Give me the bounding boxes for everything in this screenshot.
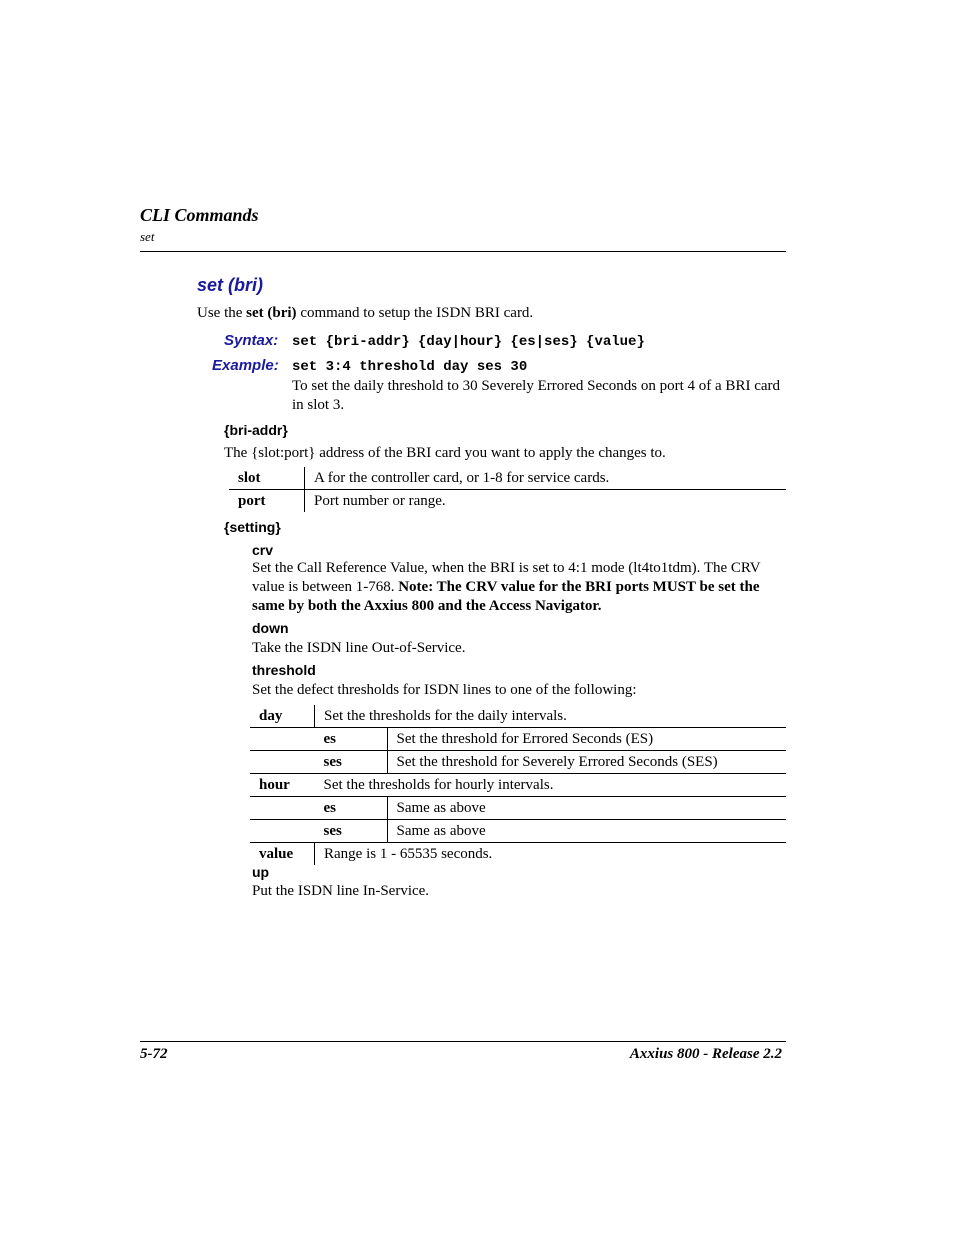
row-value: A for the controller card, or 1-8 for service cards.	[305, 467, 787, 490]
section-title: set (bri)	[197, 275, 264, 295]
intro-command: set (bri)	[246, 305, 297, 321]
table-row	[229, 467, 786, 490]
bri-addr-description: The {slot:port} address of the BRI card you want to apply the changes to.	[224, 445, 666, 461]
running-header-title: CLI Commands	[140, 205, 259, 225]
row-value: Set the threshold for Severely Errored Seconds (SES)	[387, 751, 786, 774]
row-value: Set the thresholds for hourly intervals.	[315, 774, 787, 797]
crv-line3: same by both the Axxius 800 and the Access Navigator.	[252, 598, 602, 614]
table-row	[250, 774, 786, 797]
table-row	[229, 490, 786, 513]
crv-heading: crv	[252, 542, 274, 558]
row-key: hour	[250, 774, 315, 797]
bri-addr-table	[229, 467, 786, 512]
row-sub: ses	[315, 751, 388, 774]
row-key: slot	[238, 469, 261, 486]
crv-line2	[252, 578, 760, 597]
row-value: Set the thresholds for the daily intervals.	[315, 705, 787, 728]
example-label: Example:	[212, 357, 279, 374]
row-key: day	[259, 707, 283, 724]
footer-product: Axxius 800 - Release 2.2	[629, 1046, 782, 1062]
row-sub: ses	[315, 820, 388, 843]
crv-note: Note: The CRV value for the BRI ports MUST be set the	[398, 579, 760, 595]
row-value: Same as above	[387, 797, 786, 820]
table-row	[250, 751, 786, 774]
crv-line1: Set the Call Reference Value, when the BRI is set to 4:1 mode (lt4to1tdm). The CRV	[252, 560, 761, 576]
table-row	[250, 728, 786, 751]
header-rule	[140, 251, 786, 252]
example-description-line1: To set the daily threshold to 30 Severely Errored Seconds on port 4 of a BRI card	[292, 378, 780, 394]
up-text: Put the ISDN line In-Service.	[252, 883, 430, 899]
row-value: Same as above	[387, 820, 786, 843]
row-sub: es	[315, 797, 388, 820]
threshold-heading: threshold	[252, 662, 316, 678]
up-heading: up	[252, 864, 270, 880]
row-value: Port number or range.	[305, 490, 787, 513]
table-row	[250, 820, 786, 843]
setting-heading: {setting}	[224, 519, 281, 535]
table-row	[250, 843, 786, 866]
crv-line2-plain: value is between 1-768.	[252, 579, 399, 595]
intro-pre: Use the	[197, 305, 247, 321]
bri-addr-heading: {bri-addr}	[224, 422, 288, 438]
threshold-text: Set the defect thresholds for ISDN lines to one of the following:	[252, 682, 637, 698]
page-number: 5-72	[140, 1046, 168, 1062]
table-row	[250, 797, 786, 820]
down-text: Take the ISDN line Out-of-Service.	[252, 640, 466, 656]
footer-rule	[140, 1041, 786, 1042]
example-command: set 3:4 threshold day ses 30	[292, 359, 528, 375]
row-key: port	[229, 490, 305, 513]
row-value: Range is 1 - 65535 seconds.	[315, 843, 787, 866]
row-value: Set the threshold for Errored Seconds (ES)	[387, 728, 786, 751]
syntax-command: set {bri-addr} {day|hour} {es|ses} {value}	[292, 334, 645, 350]
example-description-line2: in slot 3.	[292, 397, 345, 413]
table-row	[250, 705, 786, 728]
down-heading: down	[252, 620, 289, 636]
intro-post: command to setup the ISDN BRI card.	[296, 305, 534, 321]
threshold-table	[250, 705, 786, 865]
row-sub: es	[315, 728, 388, 751]
running-header-subtitle: set	[140, 229, 155, 244]
row-key: value	[250, 843, 315, 866]
syntax-label: Syntax:	[224, 332, 279, 349]
intro-paragraph	[197, 304, 533, 323]
